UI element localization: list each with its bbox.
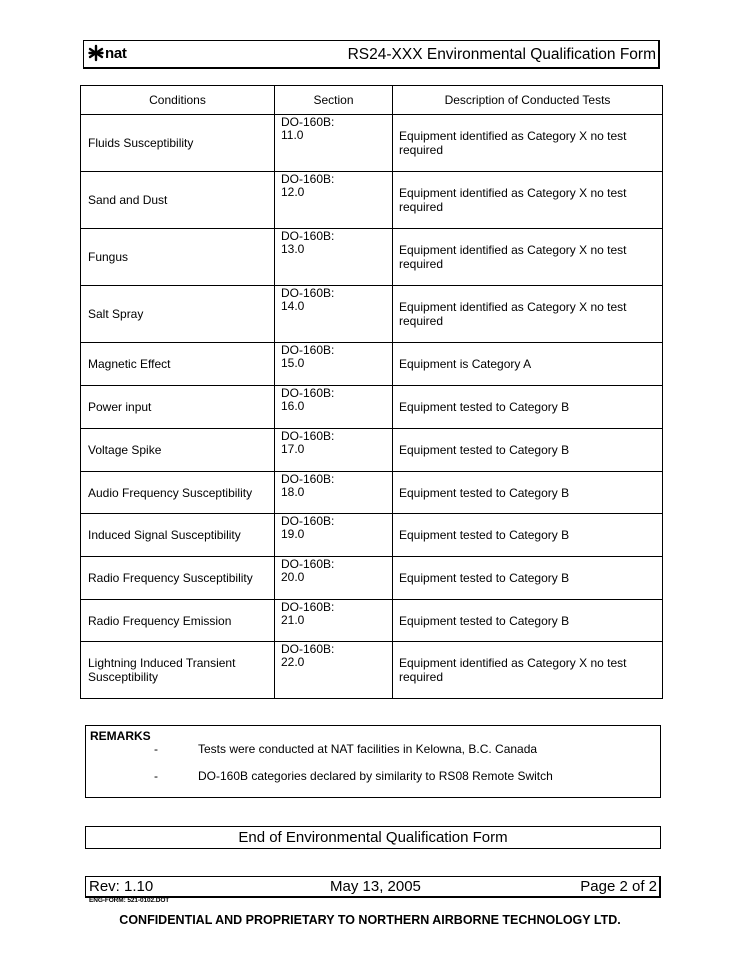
description-cell: Equipment tested to Category B [393,386,663,429]
section-cell [275,557,393,600]
description-cell: Equipment identified as Category X no test required [393,172,663,229]
section-number: 16.0 [281,399,305,413]
header-section: Section [275,86,393,115]
condition-cell: Magnetic Effect [81,343,275,386]
form-title: RS24-XXX Environmental Qualification Form [347,46,656,63]
condition-cell: Salt Spray [81,286,275,343]
condition-cell: Radio Frequency Susceptibility [81,557,275,600]
section-standard: DO-160B: [281,429,335,443]
table-row [81,472,663,514]
qualification-table [80,85,663,699]
section-standard: DO-160B: [281,386,335,400]
table-row [81,172,663,229]
description-cell: Equipment tested to Category B [393,600,663,642]
form-code: ENG-FORM: 521-0102.DOT [89,897,170,904]
section-cell [275,386,393,429]
section-standard: DO-160B: [281,229,335,243]
table-row [81,229,663,286]
header-conditions: Conditions [81,86,275,115]
header-description: Description of Conducted Tests [393,86,663,115]
section-cell [275,115,393,172]
section-cell [275,642,393,699]
condition-cell: Fungus [81,229,275,286]
table-row [81,600,663,642]
table-row [81,557,663,600]
date-label: May 13, 2005 [330,878,421,895]
section-number: 21.0 [281,613,305,627]
description-cell: Equipment tested to Category B [393,472,663,514]
section-number: 14.0 [281,299,305,313]
description-cell: Equipment tested to Category B [393,557,663,600]
description-cell: Equipment identified as Category X no test required [393,286,663,343]
section-standard: DO-160B: [281,172,335,186]
description-cell: Equipment tested to Category B [393,514,663,557]
revision-label: Rev: 1.10 [89,878,154,895]
description-cell: Equipment identified as Category X no test required [393,115,663,172]
table-row [81,386,663,429]
description-cell: Equipment identified as Category X no test required [393,229,663,286]
condition-cell: Voltage Spike [81,429,275,472]
section-number: 13.0 [281,242,305,256]
star-burst-icon [88,44,104,62]
section-number: 18.0 [281,485,305,499]
table-header-row [81,86,663,115]
condition-cell: Audio Frequency Susceptibility [81,472,275,514]
description-cell: Equipment tested to Category B [393,429,663,472]
section-cell [275,600,393,642]
remark-text: DO-160B categories declared by similarity to RS08 Remote Switch [198,769,553,783]
section-cell [275,429,393,472]
section-cell [275,172,393,229]
confidential-notice: CONFIDENTIAL AND PROPRIETARY TO NORTHERN AIRBORNE TECHNOLOGY LTD. [119,913,621,927]
remark-text: Tests were conducted at NAT facilities in Kelowna, B.C. Canada [198,742,538,756]
section-cell [275,514,393,557]
section-cell [275,229,393,286]
section-number: 11.0 [281,128,304,142]
table-row [81,343,663,386]
condition-cell: Induced Signal Susceptibility [81,514,275,557]
page-number: Page 2 of 2 [580,878,657,895]
section-cell [275,286,393,343]
section-standard: DO-160B: [281,472,335,486]
table-row [81,514,663,557]
section-standard: DO-160B: [281,642,335,656]
section-cell [275,472,393,514]
page-footer [85,876,661,898]
table-row [81,286,663,343]
section-standard: DO-160B: [281,557,335,571]
logo-text: nat [105,44,127,62]
section-number: 22.0 [281,655,305,669]
section-standard: DO-160B: [281,115,335,129]
table-row [81,642,663,699]
condition-cell: Sand and Dust [81,172,275,229]
remark-bullet: - [154,769,158,783]
section-number: 19.0 [281,527,305,541]
section-standard: DO-160B: [281,514,335,528]
section-standard: DO-160B: [281,600,335,614]
section-number: 20.0 [281,570,305,584]
table-row [81,115,663,172]
section-standard: DO-160B: [281,286,335,300]
remarks-title: REMARKS [90,729,151,743]
condition-cell: Radio Frequency Emission [81,600,275,642]
page-header [83,40,660,69]
description-cell: Equipment identified as Category X no test required [393,642,663,699]
section-cell [275,343,393,386]
section-number: 15.0 [281,356,305,370]
company-logo [88,41,127,65]
section-standard: DO-160B: [281,343,335,357]
table-row [81,429,663,472]
description-cell: Equipment is Category A [393,343,663,386]
end-of-form-banner: End of Environmental Qualification Form [85,826,661,849]
condition-cell: Lightning Induced Transient Susceptibility [81,642,275,699]
condition-cell: Fluids Susceptibility [81,115,275,172]
remarks-box [85,725,661,798]
remark-bullet: - [154,742,158,756]
section-number: 17.0 [281,442,305,456]
section-number: 12.0 [281,185,305,199]
condition-cell: Power input [81,386,275,429]
